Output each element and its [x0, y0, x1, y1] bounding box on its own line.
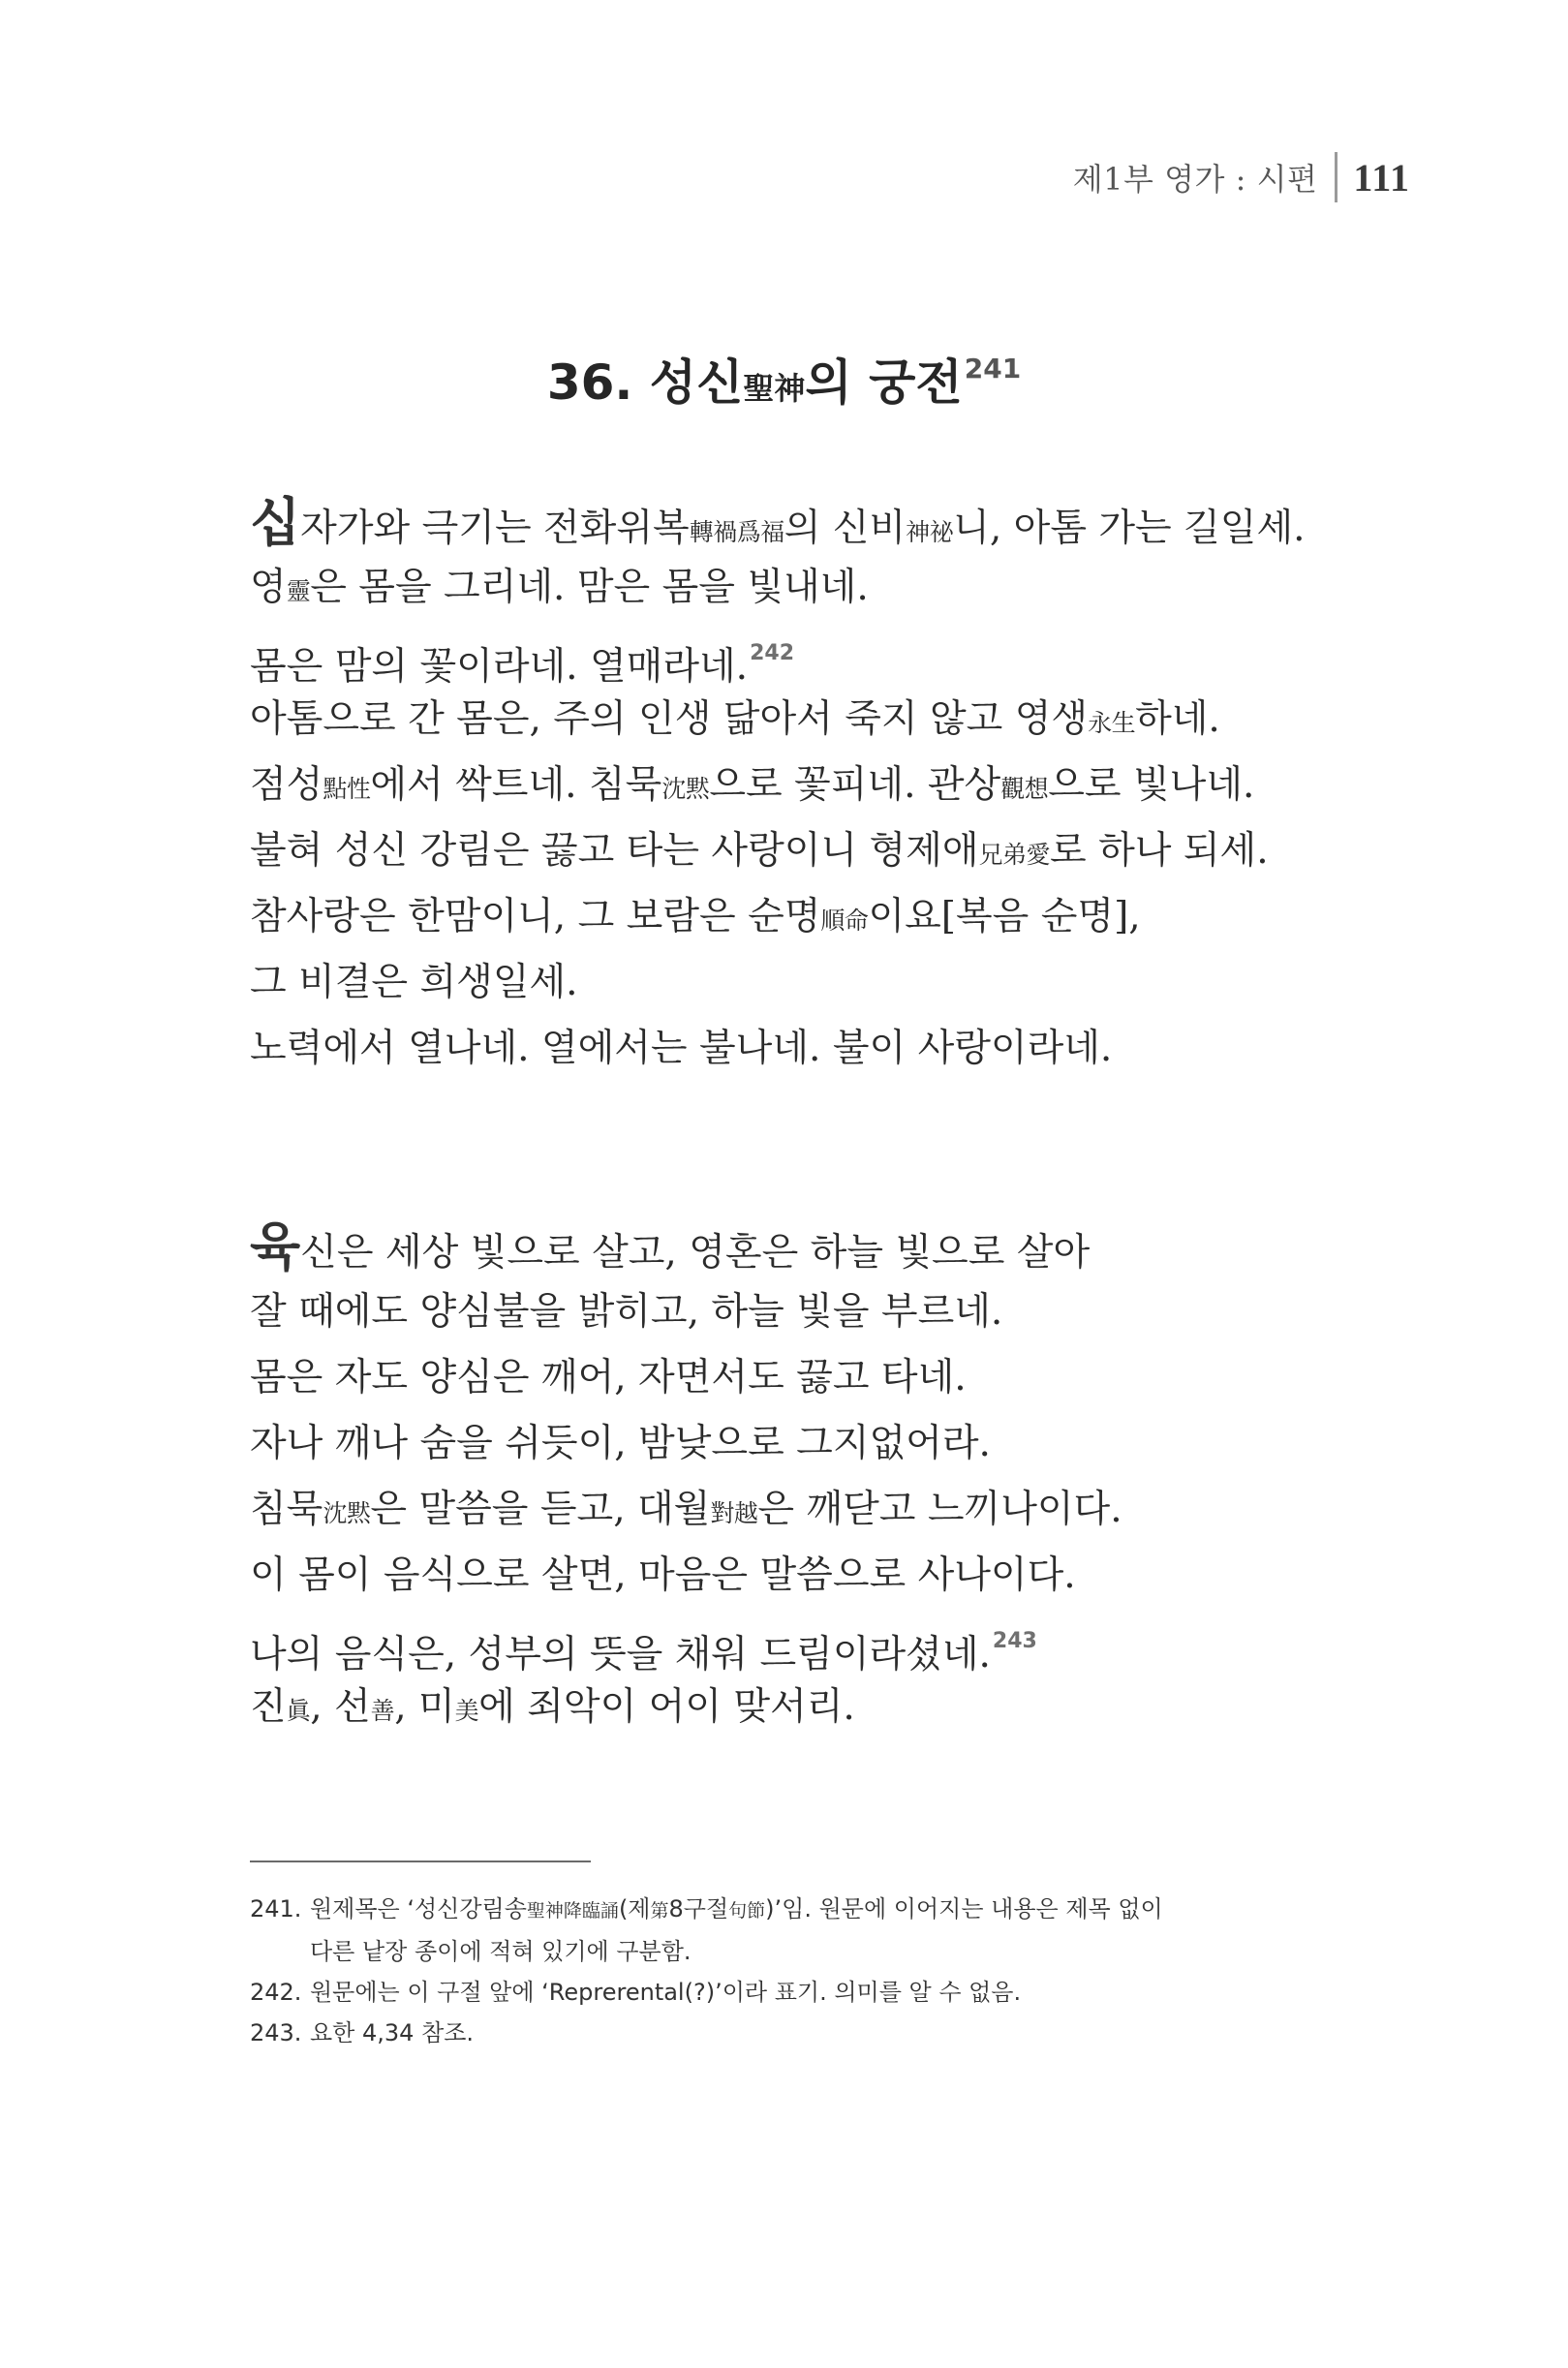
verse-text: 이요[복음 순명], [868, 895, 1141, 938]
verse-line [250, 1609, 1393, 1675]
verse-text: 에 죄악이 어이 맞서리. [478, 1685, 855, 1729]
verse-text: 노력에서 열나네. 열에서는 불나네. 불이 사랑이라네. [250, 1027, 1113, 1070]
verse-text: 은 말씀을 듣고, 대월 [370, 1488, 711, 1531]
verse-text: 자나 깨나 숨을 쉬듯이, 밤낮으로 그지없어라. [250, 1422, 991, 1465]
verse-line [250, 950, 1393, 1016]
header-divider [1335, 152, 1337, 202]
verse-text: , 선 [310, 1685, 371, 1729]
hanja-annotation: 沈黙 [661, 775, 710, 803]
verse-text: , 미 [394, 1685, 455, 1729]
footnote-ref-241[interactable]: 241 [964, 353, 1022, 384]
verse-line [250, 1543, 1393, 1609]
verse-text: 진 [250, 1685, 287, 1729]
verse-text: 이 몸이 음식으로 살면, 마음은 말씀으로 사나이다. [250, 1553, 1076, 1597]
title-suffix: 의 궁전 [805, 354, 963, 411]
stanza-1 [250, 489, 1393, 1082]
verse-line [250, 687, 1393, 753]
verse-text: 점성 [250, 763, 323, 807]
page-number: 111 [1353, 155, 1410, 200]
hanja-annotation: 美 [454, 1697, 479, 1725]
drop-cap: 십 [250, 491, 301, 553]
footnote-number: 243. [250, 2019, 302, 2046]
verse-text: 의 신비 [784, 507, 907, 550]
verse-text: 그 비결은 희생일세. [250, 961, 578, 1004]
footnote-text: 요한 4,34 참조. [310, 2019, 475, 2046]
running-header [1073, 153, 1410, 201]
verse-text: 으로 꽃피네. 관상 [709, 763, 1001, 807]
verse-line [250, 1016, 1393, 1082]
verse-text: 불혀 성신 강림은 끓고 타는 사랑이니 형제애 [250, 829, 979, 873]
verse-line [250, 1345, 1393, 1411]
hanja-annotation: 兄弟愛 [978, 841, 1051, 869]
hanja-annotation: 轉禍爲福 [689, 518, 784, 546]
verse-text: 은 깨닫고 느끼나이다. [757, 1488, 1122, 1531]
footnote-text: 원제목은 ‘성신강림송聖神降臨誦(제第8구절句節)’임. 원문에 이어지는 내용은 제목 없이 다른 낱장 종이에 적혀 있기에 구분함. [310, 1895, 1163, 1965]
verse-text: 나의 음식은, 성부의 뜻을 채워 드림이라셨네. [250, 1633, 991, 1676]
footnote-number: 242. [250, 1979, 302, 2006]
footnote-242 [250, 1972, 1412, 2013]
drop-cap: 육 [250, 1215, 301, 1277]
hanja-annotation: 觀想 [1000, 775, 1049, 803]
verse-line [250, 818, 1393, 884]
footnote-241 [250, 1889, 1412, 1972]
hanja-annotation: 第 [650, 1900, 669, 1922]
verse-text: 잘 때에도 양심불을 밝히고, 하늘 빛을 부르네. [250, 1290, 1003, 1334]
hanja-annotation: 點性 [323, 775, 371, 803]
title-hanja: 聖神 [743, 370, 806, 407]
verse-line [250, 884, 1393, 950]
verse-text: 아톰으로 간 몸은, 주의 인생 닮아서 죽지 않고 영생 [250, 697, 1089, 741]
running-title: 제1부 영가 : 시편 [1072, 161, 1318, 198]
verse-line [250, 621, 1393, 687]
footnote-243 [250, 2013, 1412, 2053]
verse-text: 니, 아톰 가는 길일세. [953, 507, 1306, 550]
footnote-text: 원문에는 이 구절 앞에 ‘Reprerental(?)’이라 표기. 의미를 알 수 없음. [310, 1979, 1022, 2006]
verse-line [250, 555, 1393, 621]
verse-text: 으로 빛나네. [1048, 763, 1255, 807]
verse-line [250, 1411, 1393, 1477]
verse-text: 몸은 자도 양심은 깨어, 자면서도 끓고 타네. [250, 1356, 967, 1399]
hanja-annotation: 句節 [728, 1900, 766, 1922]
hanja-annotation: 靈 [286, 577, 311, 605]
verse-line [250, 1675, 1393, 1740]
footnote-number: 241. [250, 1895, 302, 1922]
verse-text: 참사랑은 한맘이니, 그 보람은 순명 [250, 895, 821, 938]
verse-line [250, 1477, 1393, 1543]
verse-text: 에서 싹트네. 침묵 [370, 763, 662, 807]
verse-line [250, 1214, 1393, 1279]
hanja-annotation: 善 [370, 1697, 395, 1725]
verse-line [250, 753, 1393, 818]
poem-title [0, 344, 1568, 414]
hanja-annotation: 神祕 [906, 518, 954, 546]
hanja-annotation: 對越 [710, 1499, 758, 1527]
verse-line [250, 489, 1393, 555]
stanza-2 [250, 1214, 1393, 1740]
footnote-ref-242[interactable]: 242 [750, 641, 795, 665]
hanja-annotation: 沈黙 [323, 1499, 371, 1527]
verse-text: 로 하나 되세. [1050, 829, 1269, 873]
verse-text: 신은 세상 빛으로 살고, 영혼은 하늘 빛으로 살아 [300, 1231, 1091, 1275]
hanja-annotation: 順命 [820, 907, 869, 935]
hanja-annotation: 聖神降臨誦 [526, 1900, 619, 1922]
verse-text: 몸은 맘의 꽃이라네. 열매라네. [250, 645, 749, 689]
verse-line [250, 1279, 1393, 1345]
hanja-annotation: 眞 [286, 1697, 311, 1725]
verse-text: 하네. [1135, 697, 1220, 741]
hanja-annotation: 永生 [1088, 709, 1136, 737]
footnote-ref-243[interactable]: 243 [992, 1629, 1037, 1653]
verse-text: 침묵 [250, 1488, 323, 1531]
title-prefix: 36. 성신 [546, 354, 744, 411]
verse-text: 자가와 극기는 전화위복 [300, 507, 690, 550]
footnotes [250, 1889, 1412, 2053]
verse-text: 영 [250, 566, 287, 609]
verse-text: 은 몸을 그리네. 맘은 몸을 빛내네. [310, 566, 869, 609]
footnote-separator [250, 1861, 591, 1862]
